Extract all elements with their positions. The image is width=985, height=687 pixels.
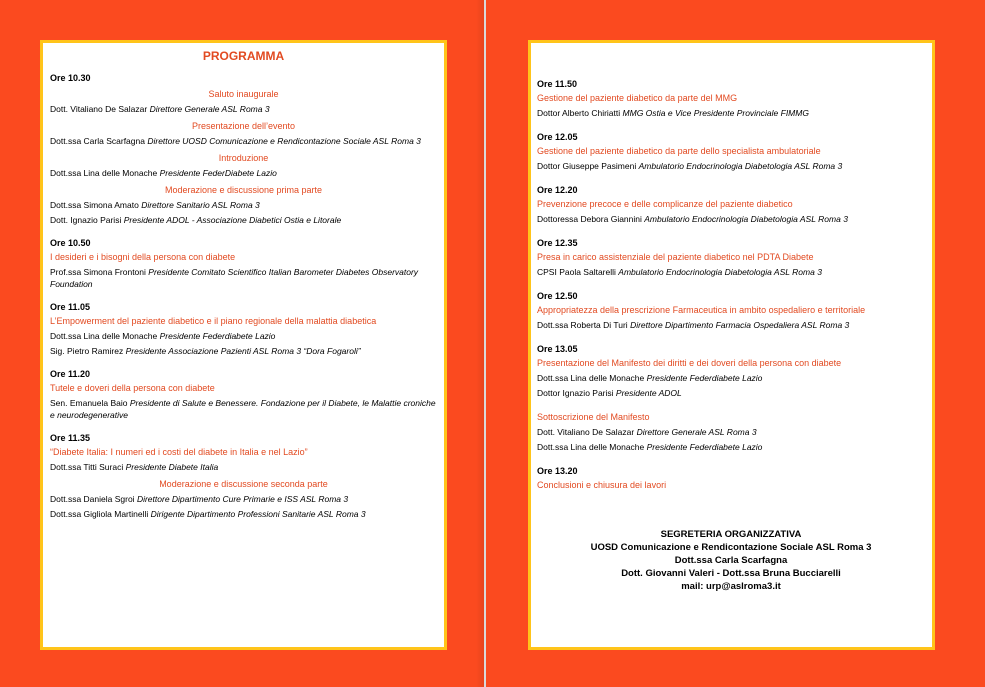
talk-title: Gestione del paziente diabetico da parte del MMG bbox=[537, 93, 738, 103]
speaker-name: Dottor Ignazio Parisi bbox=[537, 388, 614, 398]
program-slot bbox=[50, 238, 437, 290]
speaker-name: Dottor Alberto Chiriatti bbox=[537, 108, 621, 118]
speaker-name: CPSI Paola Saltarelli bbox=[537, 267, 616, 277]
slot-time: Ore 11.20 bbox=[50, 369, 91, 379]
program-slot bbox=[537, 466, 925, 490]
talk-title: Tutele e doveri della persona con diabete bbox=[50, 383, 215, 393]
slot-time: Ore 12.20 bbox=[537, 185, 578, 195]
talk-title: Presa in carico assistenziale del paziente diabetico nel PDTA Diabete bbox=[537, 252, 814, 262]
slot-time: Ore 12.05 bbox=[537, 132, 578, 142]
program-slot bbox=[537, 132, 925, 172]
speaker-name: Dott.ssa Carla Scarfagna bbox=[50, 136, 145, 146]
speaker-line bbox=[50, 508, 437, 520]
speaker-line bbox=[50, 167, 437, 179]
speaker-role: Presidente ADOL - Associazione Diabetici Ostia e Litorale bbox=[123, 215, 342, 225]
program-slot bbox=[537, 344, 925, 399]
speaker-name: Dott.ssa Lina delle Monache bbox=[537, 373, 645, 383]
slot-time: Ore 11.50 bbox=[537, 79, 578, 89]
speaker-role: Presidente Comitato Scientifico Italian Barometer Diabetes Observatory Foundation bbox=[50, 267, 419, 289]
talk-title: I desideri e i bisogni della persona con diabete bbox=[50, 252, 236, 262]
speaker-line bbox=[50, 199, 437, 211]
speaker-name: Dott.ssa Lina delle Monache bbox=[537, 442, 645, 452]
talk-title: Sottoscrizione del Manifesto bbox=[537, 412, 650, 422]
speaker-role: Direttore Generale ASL Roma 3 bbox=[149, 104, 270, 114]
footer-department: UOSD Comunicazione e Rendicontazione Sociale ASL Roma 3 bbox=[590, 542, 872, 553]
speaker-name: Dott.ssa Titti Suraci bbox=[50, 462, 124, 472]
section-heading: Introduzione bbox=[218, 153, 269, 163]
footer-heading: SEGRETERIA ORGANIZZATIVA bbox=[660, 529, 802, 540]
organizing-secretariat bbox=[537, 528, 925, 593]
speaker-name: Dott.ssa Gigliola Martinelli bbox=[50, 509, 149, 519]
speaker-name: Prof.ssa Simona Frontoni bbox=[50, 267, 146, 277]
slot-time: Ore 11.05 bbox=[50, 302, 91, 312]
speaker-name: Sen. Emanuela Baio bbox=[50, 398, 128, 408]
slot-time: Ore 10.50 bbox=[50, 238, 91, 248]
program-slot bbox=[537, 238, 925, 278]
speaker-line bbox=[50, 493, 437, 505]
program-slot bbox=[537, 79, 925, 119]
talk-title: Conclusioni e chiusura dei lavori bbox=[537, 480, 667, 490]
speaker-name: Dott.ssa Lina delle Monache bbox=[50, 168, 158, 178]
speaker-line bbox=[50, 397, 437, 421]
speaker-role: Presidente Federdiabete Lazio bbox=[646, 442, 763, 452]
footer-contact-people: Dott. Giovanni Valeri - Dott.ssa Bruna Bucciarelli bbox=[621, 568, 841, 579]
speaker-role: Presidente FederDiabete Lazio bbox=[159, 168, 277, 178]
speaker-name: Dottor Giuseppe Pasimeni bbox=[537, 161, 637, 171]
program-panel-left bbox=[40, 40, 447, 650]
speaker-name: Sig. Pietro Ramirez bbox=[50, 346, 124, 356]
speaker-line bbox=[537, 160, 925, 172]
speaker-role: MMG Ostia e Vice Presidente Provinciale FIMMG bbox=[622, 108, 809, 118]
slot-time: Ore 12.35 bbox=[537, 238, 578, 248]
talk-title: L’Empowerment del paziente diabetico e il piano regionale della malattia diabetica bbox=[50, 316, 377, 326]
program-title: PROGRAMMA bbox=[202, 49, 285, 63]
speaker-role: Dirigente Dipartimento Professioni Sanitarie ASL Roma 3 bbox=[150, 509, 366, 519]
program-slot bbox=[50, 302, 437, 357]
speaker-role: Direttore Sanitario ASL Roma 3 bbox=[141, 200, 260, 210]
speaker-line bbox=[537, 107, 925, 119]
speaker-role: Presidente Federdiabete Lazio bbox=[646, 373, 763, 383]
talk-title: Appropriatezza della prescrizione Farmaceutica in ambito ospedaliero e territoriale bbox=[537, 305, 866, 315]
speaker-name: Dott. Ignazio Parisi bbox=[50, 215, 122, 225]
speaker-line bbox=[50, 103, 437, 115]
speaker-role: Ambulatorio Endocrinologia Diabetologia ASL Roma 3 bbox=[644, 214, 848, 224]
speaker-line bbox=[537, 213, 925, 225]
talk-title: Presentazione del Manifesto dei diritti e dei doveri della persona con diabete bbox=[537, 358, 842, 368]
speaker-role: Presidente Diabete Italia bbox=[125, 462, 219, 472]
speaker-name: Dottoressa Debora Giannini bbox=[537, 214, 642, 224]
footer-email: mail: urp@aslroma3.it bbox=[681, 581, 781, 592]
speaker-role: Direttore Dipartimento Cure Primarie e ISS ASL Roma 3 bbox=[136, 494, 349, 504]
slot-time: Ore 10.30 bbox=[50, 73, 91, 83]
speaker-role: Direttore Dipartimento Farmacia Ospedaliera ASL Roma 3 bbox=[630, 320, 850, 330]
page-divider bbox=[484, 0, 486, 687]
speaker-role: Presidente Federdiabete Lazio bbox=[159, 331, 276, 341]
speaker-role: Ambulatorio Endocrinologia Diabetologia ASL Roma 3 bbox=[638, 161, 843, 171]
speaker-line bbox=[537, 426, 925, 438]
speaker-name: Dott. Vitaliano De Salazar bbox=[537, 427, 635, 437]
footer-contact-person: Dott.ssa Carla Scarfagna bbox=[674, 555, 788, 566]
speaker-role: Direttore UOSD Comunicazione e Rendicontazione Sociale ASL Roma 3 bbox=[147, 136, 421, 146]
speaker-role: Presidente Associazione Pazienti ASL Roma 3 “Dora Fogaroli” bbox=[125, 346, 361, 356]
slot-time: Ore 13.20 bbox=[537, 466, 578, 476]
speaker-name: Dott.ssa Simona Amato bbox=[50, 200, 139, 210]
left-program-list bbox=[50, 73, 437, 520]
right-program-list bbox=[537, 79, 925, 490]
page-fold-shadow bbox=[476, 0, 484, 687]
program-slot bbox=[537, 291, 925, 331]
speaker-line bbox=[537, 266, 925, 278]
program-slot bbox=[50, 369, 437, 421]
program-slot bbox=[50, 433, 437, 520]
speaker-name: Dott.ssa Lina delle Monache bbox=[50, 331, 158, 341]
slot-time: Ore 11.35 bbox=[50, 433, 91, 443]
section-heading: Presentazione dell’evento bbox=[191, 121, 296, 131]
speaker-line bbox=[50, 461, 437, 473]
speaker-role: Direttore Generale ASL Roma 3 bbox=[636, 427, 757, 437]
slot-time: Ore 12.50 bbox=[537, 291, 578, 301]
speaker-line bbox=[537, 319, 925, 331]
program-slot bbox=[50, 73, 437, 226]
program-slot bbox=[537, 412, 925, 453]
speaker-line bbox=[50, 266, 437, 290]
speaker-role: Ambulatorio Endocrinologia Diabetologia ASL Roma 3 bbox=[618, 267, 822, 277]
talk-title: Gestione del paziente diabetico da parte dello specialista ambulatoriale bbox=[537, 146, 821, 156]
speaker-line bbox=[50, 214, 437, 226]
speaker-name: Dott. Vitaliano De Salazar bbox=[50, 104, 148, 114]
program-panel-right bbox=[528, 40, 935, 650]
talk-title: Prevenzione precoce e delle complicanze del paziente diabetico bbox=[537, 199, 793, 209]
section-heading: Moderazione e discussione seconda parte bbox=[159, 479, 328, 489]
speaker-line bbox=[50, 330, 437, 342]
program-slot bbox=[537, 185, 925, 225]
talk-title: “Diabete Italia: I numeri ed i costi del diabete in Italia e nel Lazio” bbox=[50, 447, 308, 457]
speaker-line bbox=[537, 387, 925, 399]
speaker-role: Presidente ADOL bbox=[615, 388, 682, 398]
speaker-name: Dott.ssa Roberta Di Turi bbox=[537, 320, 628, 330]
speaker-line bbox=[50, 345, 437, 357]
speaker-line bbox=[537, 441, 925, 453]
speaker-role: Presidente di Salute e Benessere. Fondazione per il Diabete, le Malattie croniche e neurodegenerative bbox=[50, 398, 436, 420]
speaker-line bbox=[50, 135, 437, 147]
section-heading: Moderazione e discussione prima parte bbox=[164, 185, 323, 195]
speaker-name: Dott.ssa Daniela Sgroi bbox=[50, 494, 135, 504]
section-heading: Saluto inaugurale bbox=[208, 89, 279, 99]
slot-time: Ore 13.05 bbox=[537, 344, 578, 354]
speaker-line bbox=[537, 372, 925, 384]
